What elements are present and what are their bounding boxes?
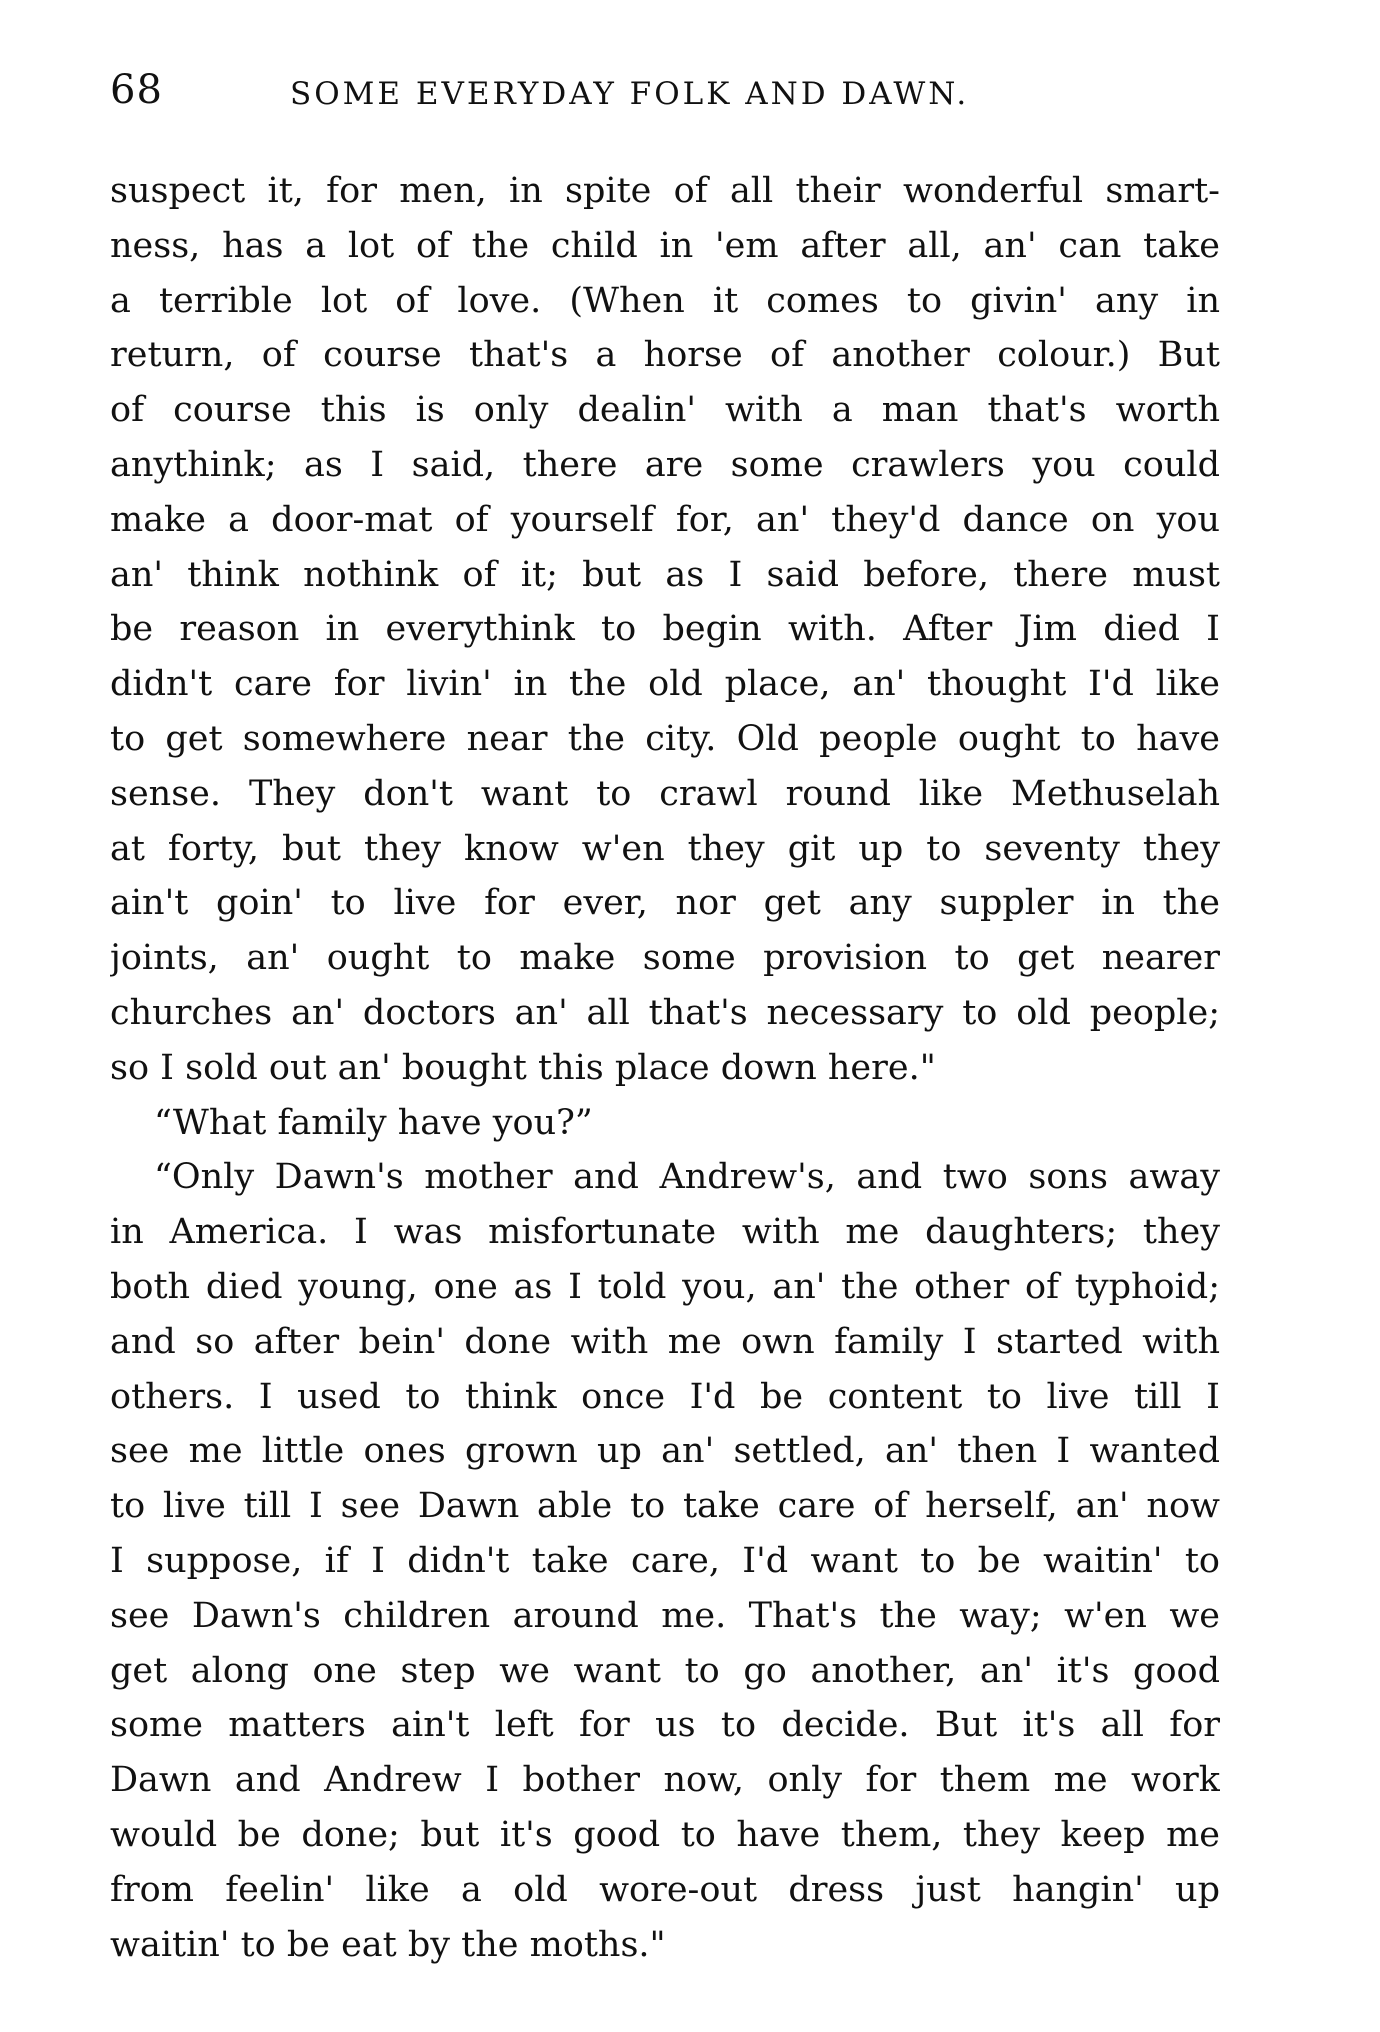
text-line: ness, has a lot of the child in 'em after all, an' can take [110, 225, 1220, 266]
text-line: didn't care for livin' in the old place, an' thought I'd like [110, 664, 1220, 705]
page-number: 68 [110, 67, 163, 113]
text-line: from feelin' like a old wore-out dress just hangin' up [110, 1869, 1220, 1910]
body-text [110, 164, 1220, 1972]
text-line: would be done; but it's good to have them, they keep me [110, 1814, 1220, 1855]
text-line: some matters ain't left for us to decide. But it's all for [110, 1705, 1220, 1746]
text-line: I suppose, if I didn't take care, I'd want to be waitin' to [110, 1540, 1220, 1581]
text-line: so I sold out an' bought this place down here." [110, 1047, 936, 1088]
text-line: be reason in everythink to begin with. After Jim died I [110, 609, 1220, 650]
text-line: churches an' doctors an' all that's necessary to old people; [110, 992, 1220, 1033]
text-line: others. I used to think once I'd be content to live till I [110, 1376, 1220, 1417]
page-header [110, 60, 1220, 120]
text-line: see Dawn's children around me. That's the way; w'en we [110, 1595, 1220, 1636]
text-line: “Only Dawn's mother and Andrew's, and two sons away [154, 1157, 1220, 1198]
text-line: Dawn and Andrew I bother now, only for them me work [110, 1760, 1220, 1801]
text-line: both died young, one as I told you, an' the other of typhoid; [110, 1266, 1220, 1307]
text-line: to get somewhere near the city. Old people ought to have [110, 718, 1220, 759]
text-line: ain't goin' to live for ever, nor get any suppler in the [110, 883, 1220, 924]
text-line: a terrible lot of love. (When it comes to givin' any in [110, 280, 1220, 321]
text-line: to live till I see Dawn able to take care of herself, an' now [110, 1486, 1220, 1527]
text-line: joints, an' ought to make some provision to get nearer [110, 938, 1220, 979]
text-line: anythink; as I said, there are some crawlers you could [110, 444, 1220, 485]
text-line: of course this is only dealin' with a man that's worth [110, 390, 1220, 431]
text-line: sense. They don't want to crawl round like Methuselah [110, 773, 1220, 814]
text-line: in America. I was misfortunate with me daughters; they [110, 1212, 1220, 1253]
text-line: suspect it, for men, in spite of all their wonderful smart- [110, 171, 1220, 211]
text-line: and so after bein' done with me own family I started with [110, 1321, 1220, 1362]
text-line: see me little ones grown up an' settled, an' then I wanted [110, 1431, 1220, 1472]
text-line: get along one step we want to go another, an' it's good [110, 1650, 1220, 1691]
running-head: SOME EVERYDAY FOLK AND DAWN. [290, 76, 970, 112]
text-line: at forty, but they know w'en they git up to seventy they [110, 828, 1220, 869]
text-line: return, of course that's a horse of another colour.) But [110, 335, 1220, 376]
text-line: “What family have you?” [154, 1102, 593, 1143]
text-line: an' think nothink of it; but as I said before, there must [110, 554, 1220, 595]
text-line: waitin' to be eat by the moths." [110, 1924, 666, 1965]
text-line: make a door-mat of yourself for, an' they'd dance on you [110, 499, 1220, 540]
